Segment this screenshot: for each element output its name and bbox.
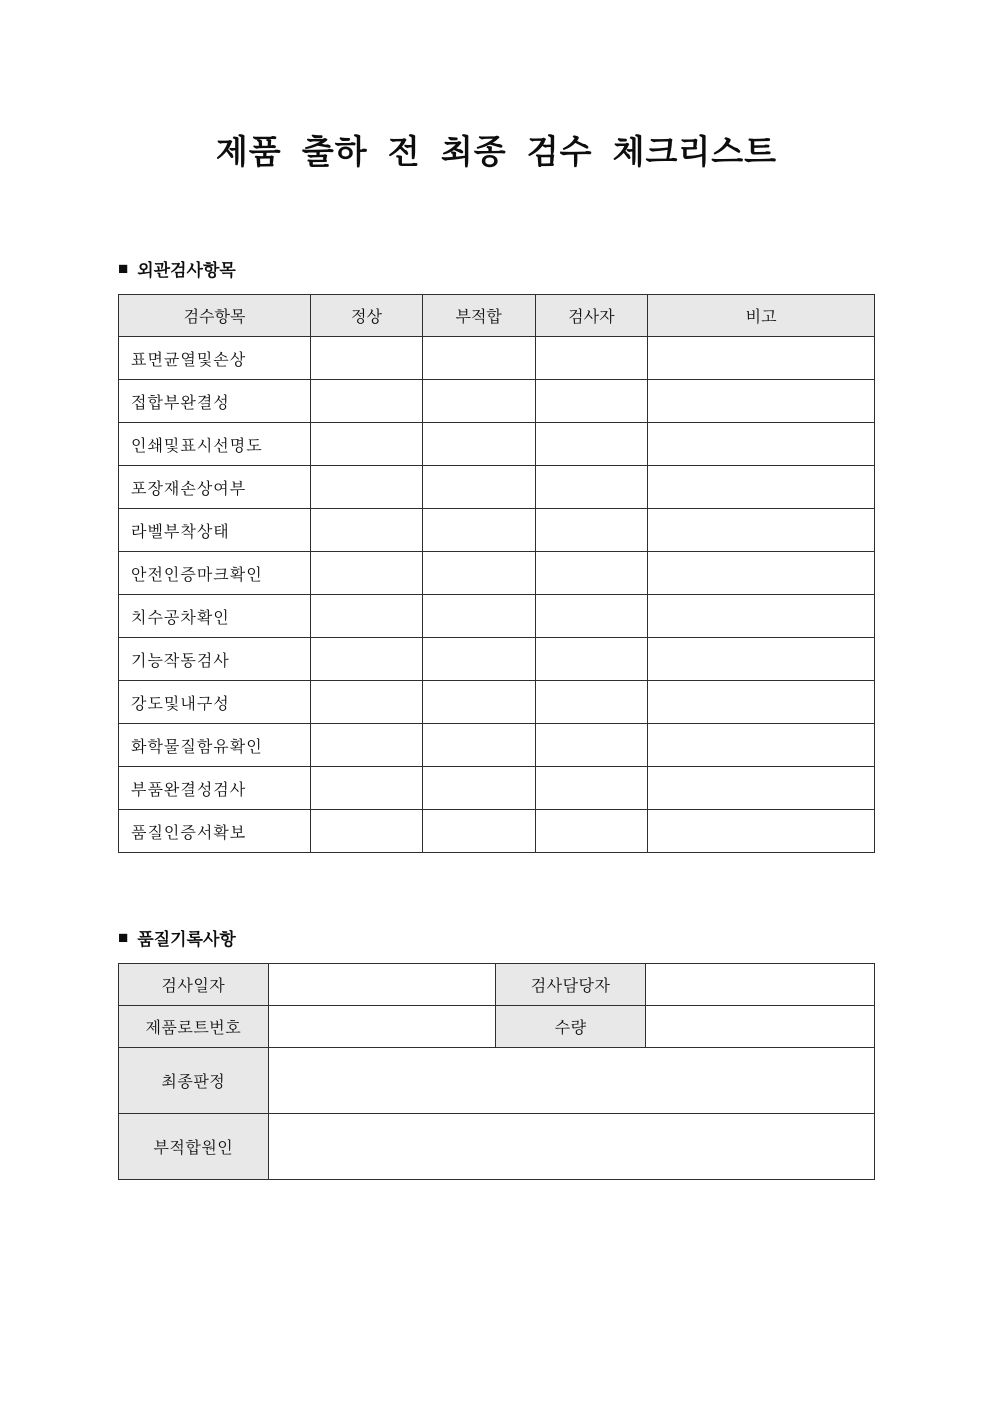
fail-cell	[422, 466, 535, 509]
square-bullet-icon: ■	[118, 259, 129, 278]
inspector-cell	[535, 681, 648, 724]
inspection-item-cell: 포장재손상여부	[119, 466, 311, 509]
inspector-cell	[535, 423, 648, 466]
note-cell	[648, 638, 875, 681]
column-header-note: 비고	[648, 295, 875, 337]
column-header-inspector: 검사자	[535, 295, 648, 337]
section-heading-label: 품질기록사항	[137, 930, 236, 949]
inspector-cell	[535, 810, 648, 853]
normal-cell	[311, 724, 423, 767]
note-cell	[648, 552, 875, 595]
table-row	[119, 509, 875, 552]
note-cell	[648, 767, 875, 810]
normal-cell	[311, 595, 423, 638]
final-judgment-label: 최종판정	[119, 1048, 269, 1114]
final-judgment-value	[268, 1048, 874, 1114]
normal-cell	[311, 552, 423, 595]
fail-cell	[422, 337, 535, 380]
inspection-item-cell: 기능작동검사	[119, 638, 311, 681]
fail-cell	[422, 423, 535, 466]
record-row	[119, 1114, 875, 1180]
record-row	[119, 1006, 875, 1048]
inspector-name-label: 검사담당자	[496, 964, 646, 1006]
inspection-item-cell: 라벨부착상태	[119, 509, 311, 552]
note-cell	[648, 337, 875, 380]
inspector-cell	[535, 337, 648, 380]
note-cell	[648, 423, 875, 466]
normal-cell	[311, 423, 423, 466]
inspector-cell	[535, 595, 648, 638]
inspection-item-cell: 안전인증마크확인	[119, 552, 311, 595]
table-row	[119, 638, 875, 681]
inspector-cell	[535, 380, 648, 423]
table-row	[119, 681, 875, 724]
note-cell	[648, 810, 875, 853]
table-row	[119, 552, 875, 595]
note-cell	[648, 466, 875, 509]
inspector-cell	[535, 724, 648, 767]
quantity-label: 수량	[496, 1006, 646, 1048]
quantity-value	[645, 1006, 874, 1048]
fail-cell	[422, 724, 535, 767]
normal-cell	[311, 810, 423, 853]
lot-number-label: 제품로트번호	[119, 1006, 269, 1048]
section-heading-appearance	[118, 256, 875, 281]
column-header-item: 검수항목	[119, 295, 311, 337]
normal-cell	[311, 638, 423, 681]
inspection-item-cell: 접합부완결성	[119, 380, 311, 423]
defect-cause-label: 부적합원인	[119, 1114, 269, 1180]
fail-cell	[422, 595, 535, 638]
table-row	[119, 595, 875, 638]
inspection-item-cell: 치수공차확인	[119, 595, 311, 638]
column-header-fail: 부적합	[422, 295, 535, 337]
inspection-item-cell: 품질인증서확보	[119, 810, 311, 853]
normal-cell	[311, 767, 423, 810]
lot-number-value	[268, 1006, 496, 1048]
table-row	[119, 380, 875, 423]
table-row	[119, 337, 875, 380]
page-title: 제품 출하 전 최종 검수 체크리스트	[215, 133, 778, 170]
inspection-item-cell: 인쇄및표시선명도	[119, 423, 311, 466]
inspector-cell	[535, 509, 648, 552]
fail-cell	[422, 638, 535, 681]
inspector-cell	[535, 767, 648, 810]
fail-cell	[422, 509, 535, 552]
fail-cell	[422, 552, 535, 595]
inspector-cell	[535, 638, 648, 681]
quality-records-table	[118, 963, 875, 1180]
table-row	[119, 423, 875, 466]
table-row	[119, 810, 875, 853]
table-row	[119, 466, 875, 509]
square-bullet-icon: ■	[118, 928, 129, 947]
normal-cell	[311, 466, 423, 509]
table-row	[119, 767, 875, 810]
normal-cell	[311, 681, 423, 724]
inspection-item-cell: 부품완결성검사	[119, 767, 311, 810]
fail-cell	[422, 380, 535, 423]
fail-cell	[422, 681, 535, 724]
inspection-item-cell: 강도및내구성	[119, 681, 311, 724]
column-header-normal: 정상	[311, 295, 423, 337]
inspector-cell	[535, 466, 648, 509]
table-row	[119, 724, 875, 767]
inspector-cell	[535, 552, 648, 595]
defect-cause-value	[268, 1114, 874, 1180]
note-cell	[648, 509, 875, 552]
normal-cell	[311, 380, 423, 423]
note-cell	[648, 681, 875, 724]
inspection-date-value	[268, 964, 496, 1006]
section-heading-label: 외관검사항목	[137, 261, 236, 280]
note-cell	[648, 380, 875, 423]
record-row	[119, 964, 875, 1006]
appearance-inspection-table	[118, 294, 875, 853]
note-cell	[648, 595, 875, 638]
fail-cell	[422, 767, 535, 810]
inspection-item-cell: 표면균열및손상	[119, 337, 311, 380]
inspector-name-value	[645, 964, 874, 1006]
document-content	[118, 132, 875, 1180]
record-row	[119, 1048, 875, 1114]
section-heading-records	[118, 925, 875, 950]
normal-cell	[311, 337, 423, 380]
inspection-item-cell: 화학물질함유확인	[119, 724, 311, 767]
inspection-date-label: 검사일자	[119, 964, 269, 1006]
fail-cell	[422, 810, 535, 853]
table-header-row	[119, 295, 875, 337]
note-cell	[648, 724, 875, 767]
normal-cell	[311, 509, 423, 552]
